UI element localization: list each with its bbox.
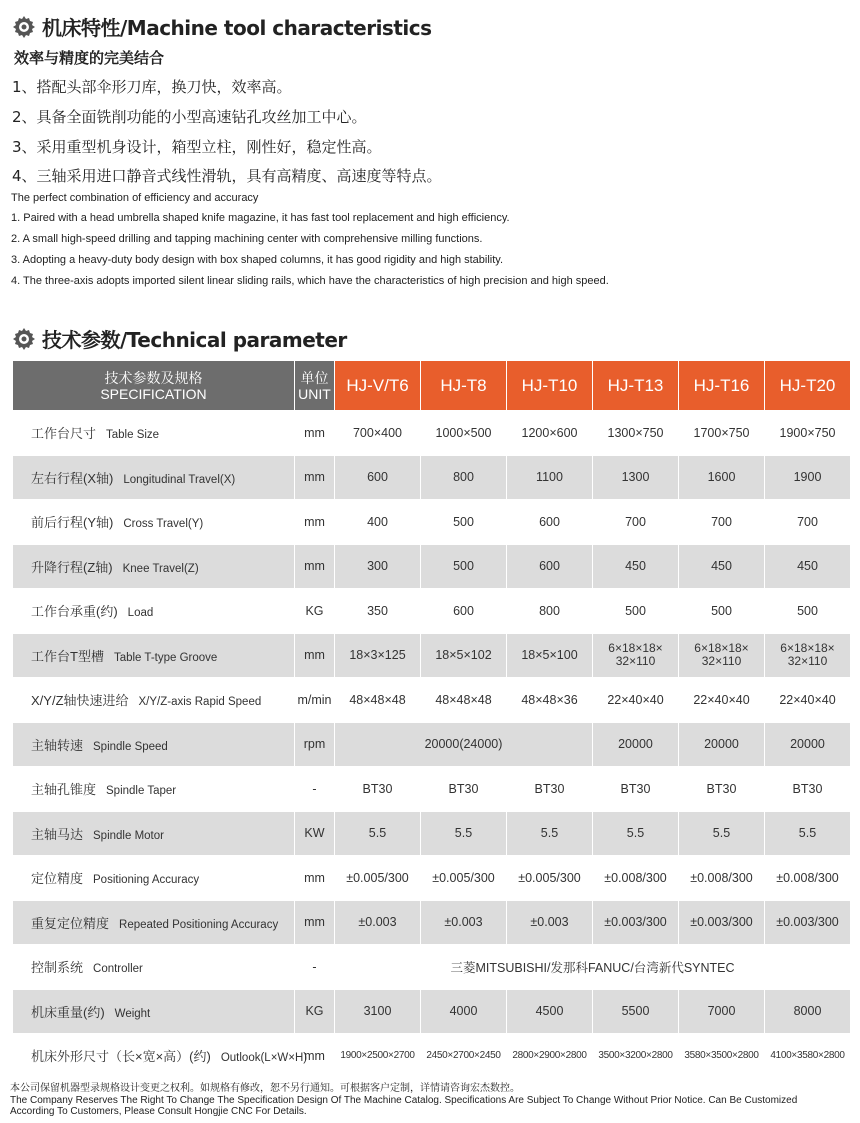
table-header-row xyxy=(13,361,851,411)
param-name xyxy=(13,767,295,812)
param-name xyxy=(13,411,295,456)
param-name-cn: 控制系统 xyxy=(31,960,84,976)
param-value: 450 xyxy=(765,544,851,589)
param-value: 5.5 xyxy=(421,811,507,856)
param-value: 1300 xyxy=(593,455,679,500)
param-name xyxy=(13,856,295,901)
model-header: HJ-T10 xyxy=(507,361,593,411)
param-value: 5.5 xyxy=(507,811,593,856)
param-name-cn: 左右行程(X轴) xyxy=(31,470,114,486)
param-name xyxy=(13,900,295,945)
feature-en-4: 4. The three-axis adopts imported silent linear sliding rails, which have the characteristics of high precision and high speed. xyxy=(11,275,609,287)
param-value: BT30 xyxy=(679,767,765,812)
spec-header-en: SPECIFICATION xyxy=(100,385,207,402)
param-name-cn: 主轴转速 xyxy=(31,737,84,753)
param-name-en: Longitudinal Travel(X) xyxy=(123,473,236,486)
param-value: 6×18×18× 32×110 xyxy=(593,633,679,678)
param-value: 1000×500 xyxy=(421,411,507,456)
param-value: 5500 xyxy=(593,989,679,1034)
param-name-cn: X/Y/Z轴快速进给 xyxy=(31,693,129,709)
param-value: 22×40×40 xyxy=(593,678,679,723)
param-value: 三菱MITSUBISHI/发那科FANUC/台湾新代SYNTEC xyxy=(335,945,851,990)
param-value: ±0.003/300 xyxy=(679,900,765,945)
param-value: 500 xyxy=(679,589,765,634)
param-unit: mm xyxy=(295,544,335,589)
param-name xyxy=(13,722,295,767)
feature-cn-4: 4、三轴采用进口静音式线性滑轨，具有高精度、高速度等特点。 xyxy=(12,167,442,185)
param-unit: mm xyxy=(295,411,335,456)
section-title-characteristics xyxy=(12,12,432,41)
param-name-en: Spindle Taper xyxy=(106,785,177,798)
table-row xyxy=(13,722,851,767)
param-value: 2450×2700×2450 xyxy=(421,1034,507,1079)
param-name-en: Repeated Positioning Accuracy xyxy=(119,918,279,931)
param-value: ±0.003 xyxy=(507,900,593,945)
param-name-cn: 机床重量(约) xyxy=(31,1004,105,1020)
feature-cn-1: 1、搭配头部伞形刀库，换刀快，效率高。 xyxy=(12,78,292,96)
param-value: ±0.003 xyxy=(335,900,421,945)
param-value: 1900 xyxy=(765,455,851,500)
param-name-en: Positioning Accuracy xyxy=(93,874,200,887)
param-unit: mm xyxy=(295,500,335,545)
unit-header xyxy=(295,361,335,411)
param-value: 700×400 xyxy=(335,411,421,456)
param-value: 600 xyxy=(335,455,421,500)
subtitle: 效率与精度的完美结合 xyxy=(14,49,165,67)
param-value: 800 xyxy=(421,455,507,500)
param-name xyxy=(13,633,295,678)
param-name xyxy=(13,544,295,589)
param-name xyxy=(13,589,295,634)
param-name-en: Spindle Motor xyxy=(93,829,164,842)
param-name xyxy=(13,811,295,856)
param-value: 1700×750 xyxy=(679,411,765,456)
param-unit: mm xyxy=(295,455,335,500)
param-value: 20000 xyxy=(593,722,679,767)
param-value: 800 xyxy=(507,589,593,634)
param-unit: m/min xyxy=(295,678,335,723)
param-name-cn: 主轴马达 xyxy=(31,826,84,842)
param-name-en: Table Size xyxy=(106,429,160,442)
param-value: 600 xyxy=(507,544,593,589)
param-value: 3580×3500×2800 xyxy=(679,1034,765,1079)
section-title-parameters xyxy=(12,324,347,353)
table-row xyxy=(13,900,851,945)
table-row xyxy=(13,856,851,901)
param-value: 4000 xyxy=(421,989,507,1034)
model-header: HJ-T16 xyxy=(679,361,765,411)
param-value: 500 xyxy=(765,589,851,634)
param-value: 450 xyxy=(679,544,765,589)
param-value: 2800×2900×2800 xyxy=(507,1034,593,1079)
param-value: 500 xyxy=(593,589,679,634)
table-row xyxy=(13,678,851,723)
param-value: 18×5×100 xyxy=(507,633,593,678)
param-name-cn: 主轴孔锥度 xyxy=(31,782,97,798)
table-row xyxy=(13,989,851,1034)
param-value: 22×40×40 xyxy=(679,678,765,723)
footer-cn: 本公司保留机器型录规格设计变更之权利。如规格有修改，恕不另行通知。可根据客户定制，详情请咨询宏杰数控。 xyxy=(10,1083,520,1094)
param-value: 500 xyxy=(421,544,507,589)
param-value: BT30 xyxy=(421,767,507,812)
param-name-cn: 工作台T型槽 xyxy=(31,648,104,664)
unit-header-cn: 单位 xyxy=(300,369,329,386)
param-name-cn: 工作台尺寸 xyxy=(31,426,97,442)
param-unit: KG xyxy=(295,989,335,1034)
param-value: 1200×600 xyxy=(507,411,593,456)
spec-header xyxy=(13,361,295,411)
param-name-en: Weight xyxy=(114,1007,151,1020)
param-value: 6×18×18× 32×110 xyxy=(765,633,851,678)
param-name-en: Table T-type Groove xyxy=(113,651,218,664)
table-row xyxy=(13,767,851,812)
param-value: 3500×3200×2800 xyxy=(593,1034,679,1079)
param-name-cn: 前后行程(Y轴) xyxy=(31,515,114,531)
param-value: 7000 xyxy=(679,989,765,1034)
param-value: 1900×2500×2700 xyxy=(335,1034,421,1079)
param-value: 350 xyxy=(335,589,421,634)
param-value: 5.5 xyxy=(679,811,765,856)
param-name xyxy=(13,1034,308,1079)
param-value: 1300×750 xyxy=(593,411,679,456)
table-row xyxy=(13,1034,851,1079)
unit-header-en: UNIT xyxy=(298,385,331,402)
feature-en-1: 1. Paired with a head umbrella shaped knife magazine, it has fast tool replacement and high efficiency. xyxy=(11,212,510,224)
param-value: 500 xyxy=(421,500,507,545)
param-value: 8000 xyxy=(765,989,851,1034)
gear-icon xyxy=(12,15,36,39)
param-value: 48×48×48 xyxy=(335,678,421,723)
model-header: HJ-V/T6 xyxy=(335,361,421,411)
param-value: 18×5×102 xyxy=(421,633,507,678)
feature-en-3: 3. Adopting a heavy-duty body design with box shaped columns, it has good rigidity and high stability. xyxy=(11,254,504,266)
model-header: HJ-T13 xyxy=(593,361,679,411)
param-unit: mm xyxy=(295,900,335,945)
param-value: 5.5 xyxy=(593,811,679,856)
param-value: 20000(24000) xyxy=(335,722,593,767)
spec-table xyxy=(12,360,851,1079)
param-value: 3100 xyxy=(335,989,421,1034)
param-value: ±0.005/300 xyxy=(335,856,421,901)
model-header: HJ-T8 xyxy=(421,361,507,411)
section-title-text: 机床特性/Machine tool characteristics xyxy=(42,16,432,40)
table-row xyxy=(13,633,851,678)
param-value: 22×40×40 xyxy=(765,678,851,723)
param-value: 600 xyxy=(507,500,593,545)
param-value: 700 xyxy=(679,500,765,545)
table-row xyxy=(13,945,851,990)
footer-en-2: According To Customers, Please Consult Hongjie CNC For Details. xyxy=(10,1106,307,1117)
feature-en-heading: The perfect combination of efficiency and accuracy xyxy=(11,192,259,204)
param-value: 400 xyxy=(335,500,421,545)
param-value: ±0.008/300 xyxy=(765,856,851,901)
param-value: 18×3×125 xyxy=(335,633,421,678)
table-row xyxy=(13,455,851,500)
param-value: BT30 xyxy=(507,767,593,812)
param-name-cn: 重复定位精度 xyxy=(31,915,110,931)
param-value: 5.5 xyxy=(335,811,421,856)
section-title-text: 技术参数/Technical parameter xyxy=(42,328,347,352)
table-row xyxy=(13,544,851,589)
param-name xyxy=(13,678,295,723)
param-value: ±0.003/300 xyxy=(593,900,679,945)
param-name-cn: 升降行程(Z轴) xyxy=(31,559,113,575)
spec-header-cn: 技术参数及规格 xyxy=(104,369,203,386)
param-value: 300 xyxy=(335,544,421,589)
param-value: 6×18×18× 32×110 xyxy=(679,633,765,678)
param-unit: - xyxy=(295,945,335,990)
footer-en-1: The Company Reserves The Right To Change The Specification Design Of The Machine Catalog. Specifications Are Subject To Change Without Prior Notice. Can Be Customized xyxy=(10,1095,798,1106)
param-value: 48×48×48 xyxy=(421,678,507,723)
param-value: 1900×750 xyxy=(765,411,851,456)
param-value: 4100×3580×2800 xyxy=(765,1034,851,1079)
param-unit: mm xyxy=(295,856,335,901)
param-value: 4500 xyxy=(507,989,593,1034)
param-value: ±0.008/300 xyxy=(593,856,679,901)
param-value: 700 xyxy=(593,500,679,545)
gear-icon xyxy=(12,327,36,351)
param-value: BT30 xyxy=(593,767,679,812)
feature-cn-2: 2、具备全面铣削功能的小型高速钻孔攻丝加工中心。 xyxy=(12,108,367,126)
param-name xyxy=(13,989,295,1034)
param-unit: rpm xyxy=(295,722,335,767)
param-name-en: Cross Travel(Y) xyxy=(123,518,204,531)
param-unit: - xyxy=(295,767,335,812)
param-value: ±0.005/300 xyxy=(421,856,507,901)
table-row xyxy=(13,811,851,856)
param-name xyxy=(13,455,295,500)
table-body xyxy=(13,411,851,1079)
table-row xyxy=(13,589,851,634)
param-name-cn: 工作台承重(约) xyxy=(31,604,118,620)
table-row xyxy=(13,500,851,545)
param-name-cn: 机床外形尺寸（长×宽×高）(约) xyxy=(31,1049,211,1065)
table-row xyxy=(13,411,851,456)
param-value: ±0.003 xyxy=(421,900,507,945)
param-value: BT30 xyxy=(765,767,851,812)
param-value: 1600 xyxy=(679,455,765,500)
param-name-en: Knee Travel(Z) xyxy=(122,562,199,575)
param-name-cn: 定位精度 xyxy=(31,871,84,887)
param-value: 20000 xyxy=(679,722,765,767)
param-unit: mm xyxy=(295,633,335,678)
param-value: 1100 xyxy=(507,455,593,500)
param-value: 600 xyxy=(421,589,507,634)
param-unit: mm xyxy=(295,1034,335,1079)
param-value: 450 xyxy=(593,544,679,589)
param-value: 48×48×36 xyxy=(507,678,593,723)
model-header: HJ-T20 xyxy=(765,361,851,411)
param-unit: KG xyxy=(295,589,335,634)
param-value: 700 xyxy=(765,500,851,545)
param-value: 5.5 xyxy=(765,811,851,856)
param-name-en: Controller xyxy=(93,963,143,976)
param-name-en: Load xyxy=(127,607,154,620)
param-name xyxy=(13,945,295,990)
param-name-en: Outlook(L×W×H) xyxy=(220,1052,308,1065)
param-name xyxy=(13,500,295,545)
param-value: BT30 xyxy=(335,767,421,812)
param-value: ±0.003/300 xyxy=(765,900,851,945)
feature-cn-3: 3、采用重型机身设计，箱型立柱，刚性好，稳定性高。 xyxy=(12,138,382,156)
param-value: ±0.005/300 xyxy=(507,856,593,901)
feature-en-2: 2. A small high-speed drilling and tapping machining center with comprehensive milling functions. xyxy=(11,233,483,245)
param-unit: KW xyxy=(295,811,335,856)
param-name-en: X/Y/Z-axis Rapid Speed xyxy=(138,696,262,709)
param-value: ±0.008/300 xyxy=(679,856,765,901)
param-value: 20000 xyxy=(765,722,851,767)
param-name-en: Spindle Speed xyxy=(93,740,168,753)
